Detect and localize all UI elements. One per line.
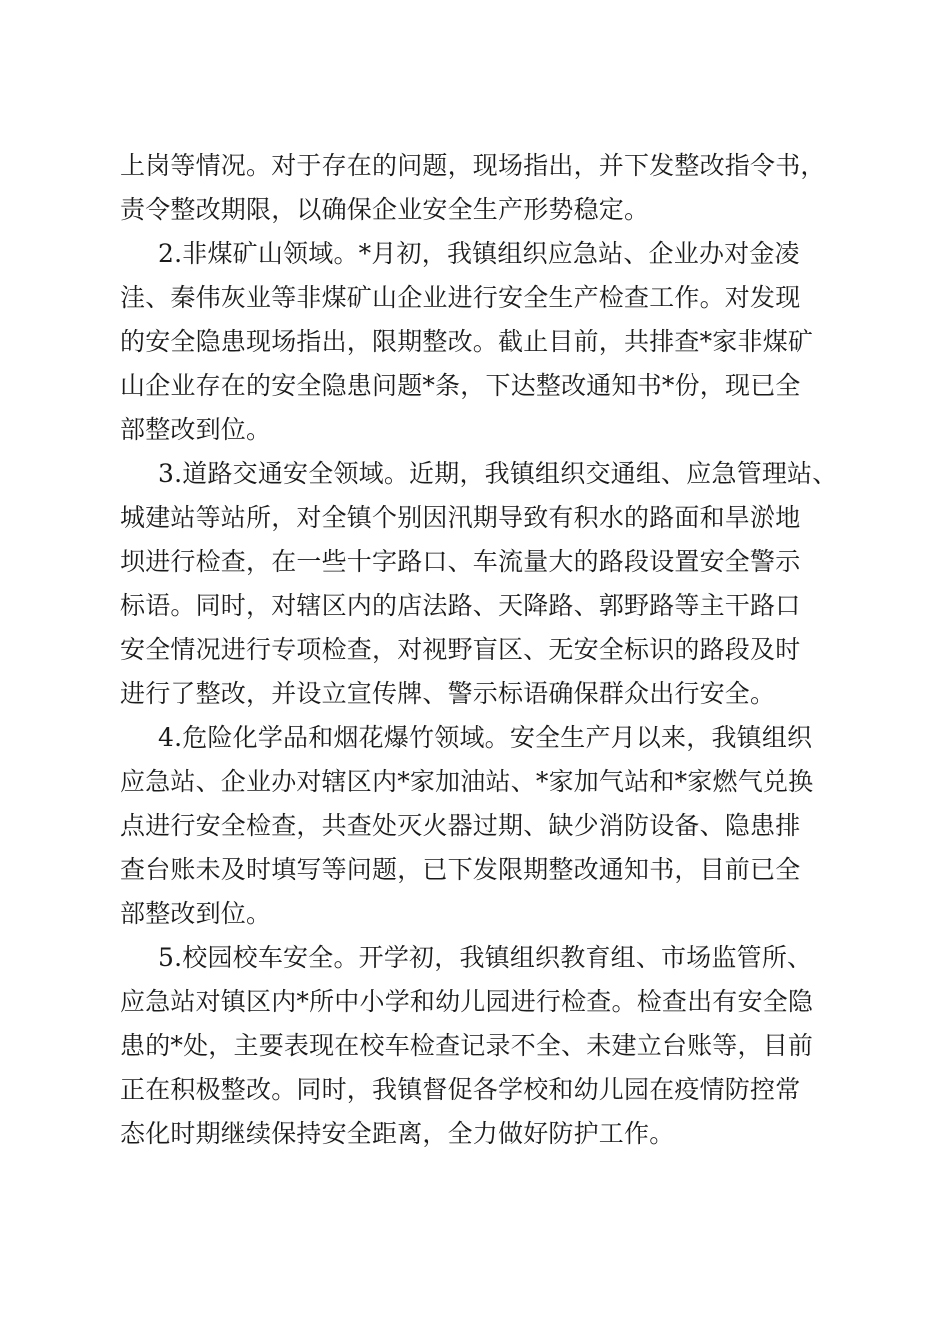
text-line: 点进行安全检查，共查处灭火器过期、缺少消防设备、隐患排 <box>120 811 801 840</box>
text-line: 坝进行检查，在一些十字路口、车流量大的路段设置安全警示 <box>120 547 801 576</box>
text-line: 患的*处，主要表现在校车检查记录不全、未建立台账等，目前 <box>120 1031 814 1060</box>
text-line: 标语。同时，对辖区内的店法路、天降路、郭野路等主干路口 <box>120 591 801 620</box>
text-line: 城建站等站所，对全镇个别因汛期导致有积水的路面和旱淤地 <box>120 503 801 532</box>
text-line: 安全情况进行专项检查，对视野盲区、无安全标识的路段及时 <box>120 635 801 664</box>
text-line: 洼、秦伟灰业等非煤矿山企业进行安全生产检查工作。对发现 <box>120 283 801 312</box>
text-line: 应急站对镇区内*所中小学和幼儿园进行检查。检查出有安全隐 <box>120 987 814 1016</box>
paragraph-5-start: 5.校园校车安全。开学初，我镇组织教育组、市场监管所、 <box>158 943 813 972</box>
text-line: 态化时期继续保持安全距离，全力做好防护工作。 <box>120 1119 675 1148</box>
text-line: 应急站、企业办对辖区内*家加油站、*家加气站和*家燃气兑换 <box>120 767 814 796</box>
paragraph-2-start: 2.非煤矿山领域。*月初，我镇组织应急站、企业办对金凌 <box>158 239 800 268</box>
text-line: 责令整改期限，以确保企业安全生产形势稳定。 <box>120 195 650 224</box>
text-line: 的安全隐患现场指出，限期整改。截止目前，共排查*家非煤矿 <box>120 327 814 356</box>
text-line: 山企业存在的安全隐患问题*条，下达整改通知书*份，现已全 <box>120 371 801 400</box>
text-line: 部整改到位。 <box>120 899 272 928</box>
text-line: 进行了整改，并设立宣传牌、警示标语确保群众出行安全。 <box>120 679 776 708</box>
text-line: 上岗等情况。对于存在的问题，现场指出，并下发整改指令书， <box>120 151 826 180</box>
text-line: 查台账未及时填写等问题，已下发限期整改通知书，目前已全 <box>120 855 801 884</box>
paragraph-3-start: 3.道路交通安全领域。近期，我镇组织交通组、应急管理站、 <box>158 459 838 488</box>
text-line: 部整改到位。 <box>120 415 272 444</box>
text-line: 正在积极整改。同时，我镇督促各学校和幼儿园在疫情防控常 <box>120 1075 801 1104</box>
paragraph-4-start: 4.危险化学品和烟花爆竹领域。安全生产月以来，我镇组织 <box>158 723 813 752</box>
